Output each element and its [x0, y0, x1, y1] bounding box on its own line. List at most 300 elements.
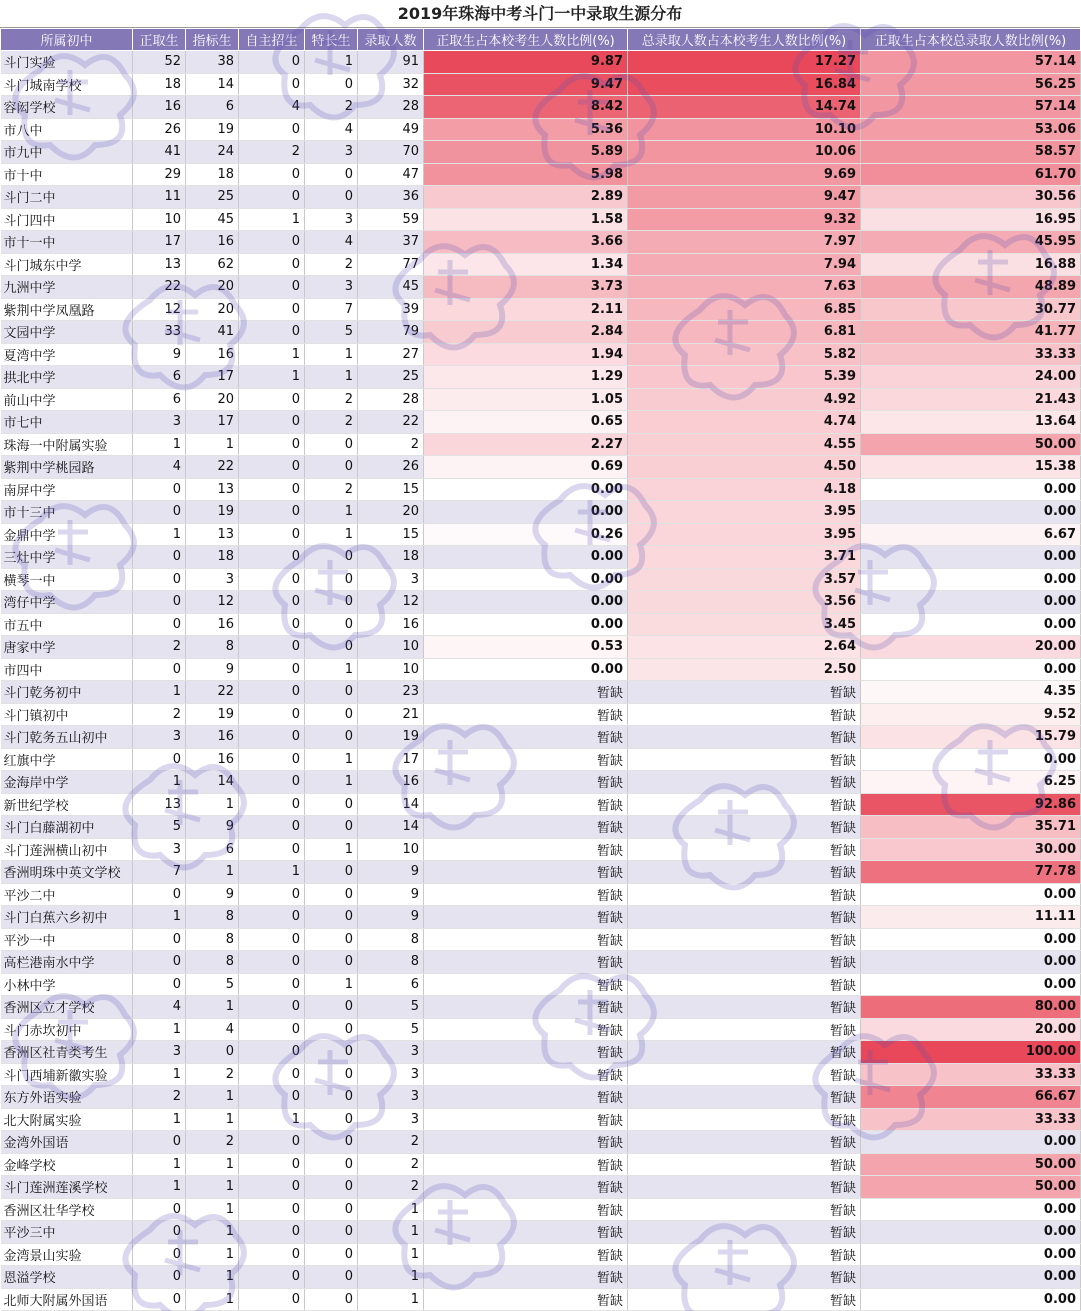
ratio-1-cell: 暂缺 [424, 1153, 628, 1176]
table-row [1, 613, 1081, 636]
table-row [1, 861, 1081, 884]
school-cell: 斗门赤坎初中 [1, 1018, 133, 1041]
zhengqu-cell: 16 [133, 96, 186, 119]
zhengqu-cell: 11 [133, 186, 186, 209]
zhibiao-cell: 38 [186, 51, 239, 74]
table-row [1, 748, 1081, 771]
ratio-1-cell: 暂缺 [424, 1108, 628, 1131]
ratio-2-cell: 7.94 [628, 253, 861, 276]
techang-cell: 0 [305, 1131, 358, 1154]
header-zizhu: 自主招生 [239, 29, 305, 51]
techang-cell: 0 [305, 568, 358, 591]
zhengqu-cell: 0 [133, 928, 186, 951]
techang-cell: 1 [305, 973, 358, 996]
ratio-2-cell: 暂缺 [628, 1288, 861, 1311]
luqu-cell: 16 [358, 771, 424, 794]
techang-cell: 0 [305, 1288, 358, 1311]
zhibiao-cell: 3 [186, 568, 239, 591]
ratio-3-cell: 0.00 [861, 1221, 1081, 1244]
zizhu-cell: 2 [239, 141, 305, 164]
luqu-cell: 15 [358, 523, 424, 546]
ratio-2-cell: 4.74 [628, 411, 861, 434]
zhibiao-cell: 2 [186, 1131, 239, 1154]
zhibiao-cell: 20 [186, 388, 239, 411]
luqu-cell: 1 [358, 1221, 424, 1244]
zhibiao-cell: 19 [186, 501, 239, 524]
zhibiao-cell: 14 [186, 771, 239, 794]
zhibiao-cell: 19 [186, 703, 239, 726]
techang-cell: 0 [305, 163, 358, 186]
ratio-1-cell: 暂缺 [424, 996, 628, 1019]
ratio-3-cell: 0.00 [861, 928, 1081, 951]
ratio-3-cell: 0.00 [861, 591, 1081, 614]
zizhu-cell: 0 [239, 478, 305, 501]
zhibiao-cell: 0 [186, 1041, 239, 1064]
luqu-cell: 14 [358, 793, 424, 816]
zhengqu-cell: 41 [133, 141, 186, 164]
ratio-3-cell: 6.67 [861, 523, 1081, 546]
luqu-cell: 32 [358, 73, 424, 96]
techang-cell: 7 [305, 298, 358, 321]
table-row [1, 366, 1081, 389]
techang-cell: 2 [305, 388, 358, 411]
techang-cell: 0 [305, 1198, 358, 1221]
luqu-cell: 1 [358, 1198, 424, 1221]
ratio-2-cell: 16.84 [628, 73, 861, 96]
school-cell: 市十三中 [1, 501, 133, 524]
ratio-2-cell: 暂缺 [628, 1176, 861, 1199]
techang-cell: 3 [305, 208, 358, 231]
luqu-cell: 1 [358, 1288, 424, 1311]
zhengqu-cell: 1 [133, 1108, 186, 1131]
ratio-2-cell: 暂缺 [628, 928, 861, 951]
ratio-3-cell: 20.00 [861, 1018, 1081, 1041]
zhengqu-cell: 6 [133, 388, 186, 411]
table-row [1, 1221, 1081, 1244]
luqu-cell: 3 [358, 1086, 424, 1109]
techang-cell: 0 [305, 906, 358, 929]
zhibiao-cell: 16 [186, 726, 239, 749]
zhengqu-cell: 2 [133, 703, 186, 726]
zhibiao-cell: 22 [186, 456, 239, 479]
zizhu-cell: 0 [239, 321, 305, 344]
zizhu-cell: 0 [239, 388, 305, 411]
school-cell: 新世纪学校 [1, 793, 133, 816]
zhengqu-cell: 13 [133, 793, 186, 816]
techang-cell: 0 [305, 726, 358, 749]
zizhu-cell: 0 [239, 298, 305, 321]
header-zhengqu: 正取生 [133, 29, 186, 51]
ratio-3-cell: 0.00 [861, 1288, 1081, 1311]
ratio-3-cell: 100.00 [861, 1041, 1081, 1064]
zhengqu-cell: 0 [133, 748, 186, 771]
zizhu-cell: 1 [239, 208, 305, 231]
luqu-cell: 25 [358, 366, 424, 389]
zizhu-cell: 0 [239, 816, 305, 839]
ratio-1-cell: 暂缺 [424, 1063, 628, 1086]
school-cell: 九洲中学 [1, 276, 133, 299]
zizhu-cell: 0 [239, 771, 305, 794]
luqu-cell: 79 [358, 321, 424, 344]
table-row [1, 343, 1081, 366]
techang-cell: 0 [305, 1086, 358, 1109]
zhengqu-cell: 0 [133, 883, 186, 906]
techang-cell: 0 [305, 883, 358, 906]
school-cell: 唐家中学 [1, 636, 133, 659]
luqu-cell: 21 [358, 703, 424, 726]
zhibiao-cell: 20 [186, 298, 239, 321]
ratio-2-cell: 暂缺 [628, 1086, 861, 1109]
ratio-1-cell: 暂缺 [424, 1266, 628, 1289]
school-cell: 斗门乾务初中 [1, 681, 133, 704]
zizhu-cell: 0 [239, 1018, 305, 1041]
school-cell: 横琴一中 [1, 568, 133, 591]
zhibiao-cell: 19 [186, 118, 239, 141]
techang-cell: 4 [305, 231, 358, 254]
ratio-1-cell: 0.00 [424, 658, 628, 681]
techang-cell: 1 [305, 771, 358, 794]
ratio-3-cell: 11.11 [861, 906, 1081, 929]
luqu-cell: 16 [358, 613, 424, 636]
zizhu-cell: 0 [239, 613, 305, 636]
ratio-2-cell: 14.74 [628, 96, 861, 119]
table-row [1, 51, 1081, 74]
ratio-3-cell: 33.33 [861, 1063, 1081, 1086]
ratio-2-cell: 10.06 [628, 141, 861, 164]
ratio-1-cell: 暂缺 [424, 771, 628, 794]
ratio-2-cell: 5.82 [628, 343, 861, 366]
luqu-cell: 18 [358, 546, 424, 569]
school-cell: 斗门莲洲横山初中 [1, 838, 133, 861]
school-cell: 红旗中学 [1, 748, 133, 771]
table-row [1, 433, 1081, 456]
luqu-cell: 12 [358, 591, 424, 614]
ratio-1-cell: 暂缺 [424, 726, 628, 749]
luqu-cell: 91 [358, 51, 424, 74]
ratio-2-cell: 3.57 [628, 568, 861, 591]
zhengqu-cell: 52 [133, 51, 186, 74]
zhibiao-cell: 17 [186, 366, 239, 389]
ratio-3-cell: 0.00 [861, 973, 1081, 996]
table-row [1, 658, 1081, 681]
zhibiao-cell: 8 [186, 928, 239, 951]
zhibiao-cell: 1 [186, 1288, 239, 1311]
table-row [1, 726, 1081, 749]
ratio-3-cell: 0.00 [861, 658, 1081, 681]
school-cell: 金湾外国语 [1, 1131, 133, 1154]
ratio-3-cell: 15.38 [861, 456, 1081, 479]
techang-cell: 0 [305, 996, 358, 1019]
ratio-2-cell: 4.18 [628, 478, 861, 501]
zizhu-cell: 0 [239, 1086, 305, 1109]
zizhu-cell: 0 [239, 838, 305, 861]
zhengqu-cell: 13 [133, 253, 186, 276]
table-row [1, 1131, 1081, 1154]
ratio-1-cell: 暂缺 [424, 861, 628, 884]
school-cell: 市十中 [1, 163, 133, 186]
ratio-2-cell: 3.56 [628, 591, 861, 614]
zizhu-cell: 1 [239, 861, 305, 884]
school-cell: 市四中 [1, 658, 133, 681]
luqu-cell: 2 [358, 1153, 424, 1176]
zhengqu-cell: 0 [133, 568, 186, 591]
zhengqu-cell: 0 [133, 658, 186, 681]
ratio-1-cell: 3.73 [424, 276, 628, 299]
zhibiao-cell: 8 [186, 906, 239, 929]
zizhu-cell: 0 [239, 433, 305, 456]
school-cell: 市五中 [1, 613, 133, 636]
zhengqu-cell: 33 [133, 321, 186, 344]
ratio-3-cell: 50.00 [861, 1153, 1081, 1176]
header-zhibiao: 指标生 [186, 29, 239, 51]
table-row [1, 928, 1081, 951]
table-row [1, 793, 1081, 816]
ratio-2-cell: 暂缺 [628, 996, 861, 1019]
ratio-2-cell: 17.27 [628, 51, 861, 74]
school-cell: 斗门城东中学 [1, 253, 133, 276]
luqu-cell: 2 [358, 1131, 424, 1154]
zhibiao-cell: 1 [186, 1086, 239, 1109]
techang-cell: 0 [305, 951, 358, 974]
zhibiao-cell: 24 [186, 141, 239, 164]
school-cell: 平沙三中 [1, 1221, 133, 1244]
ratio-3-cell: 9.52 [861, 703, 1081, 726]
ratio-1-cell: 暂缺 [424, 906, 628, 929]
ratio-1-cell: 2.89 [424, 186, 628, 209]
ratio-3-cell: 16.95 [861, 208, 1081, 231]
zhengqu-cell: 3 [133, 726, 186, 749]
luqu-cell: 10 [358, 636, 424, 659]
table-row [1, 388, 1081, 411]
school-cell: 高栏港南水中学 [1, 951, 133, 974]
zizhu-cell: 0 [239, 1243, 305, 1266]
ratio-1-cell: 1.34 [424, 253, 628, 276]
ratio-2-cell: 4.50 [628, 456, 861, 479]
table-row [1, 163, 1081, 186]
luqu-cell: 49 [358, 118, 424, 141]
zhibiao-cell: 16 [186, 343, 239, 366]
ratio-3-cell: 77.78 [861, 861, 1081, 884]
techang-cell: 0 [305, 1221, 358, 1244]
zizhu-cell: 0 [239, 951, 305, 974]
school-cell: 小林中学 [1, 973, 133, 996]
luqu-cell: 70 [358, 141, 424, 164]
table-row [1, 1176, 1081, 1199]
zizhu-cell: 0 [239, 973, 305, 996]
ratio-1-cell: 0.00 [424, 613, 628, 636]
table-row [1, 1243, 1081, 1266]
ratio-2-cell: 暂缺 [628, 816, 861, 839]
ratio-3-cell: 80.00 [861, 996, 1081, 1019]
zizhu-cell: 0 [239, 73, 305, 96]
luqu-cell: 27 [358, 343, 424, 366]
techang-cell: 0 [305, 1063, 358, 1086]
zizhu-cell: 0 [239, 726, 305, 749]
school-cell: 香洲区立才学校 [1, 996, 133, 1019]
table-row [1, 703, 1081, 726]
techang-cell: 5 [305, 321, 358, 344]
table-row [1, 141, 1081, 164]
school-cell: 市十一中 [1, 231, 133, 254]
zhibiao-cell: 5 [186, 973, 239, 996]
ratio-3-cell: 41.77 [861, 321, 1081, 344]
zhengqu-cell: 6 [133, 366, 186, 389]
school-cell: 珠海一中附属实验 [1, 433, 133, 456]
ratio-1-cell: 1.94 [424, 343, 628, 366]
techang-cell: 0 [305, 186, 358, 209]
zizhu-cell: 0 [239, 748, 305, 771]
ratio-1-cell: 2.84 [424, 321, 628, 344]
zhibiao-cell: 22 [186, 681, 239, 704]
ratio-1-cell: 暂缺 [424, 1176, 628, 1199]
ratio-3-cell: 30.77 [861, 298, 1081, 321]
table-row [1, 1018, 1081, 1041]
ratio-2-cell: 暂缺 [628, 1108, 861, 1131]
ratio-1-cell: 0.00 [424, 546, 628, 569]
ratio-2-cell: 暂缺 [628, 1131, 861, 1154]
ratio-3-cell: 0.00 [861, 501, 1081, 524]
techang-cell: 2 [305, 411, 358, 434]
table-row [1, 253, 1081, 276]
ratio-1-cell: 暂缺 [424, 1221, 628, 1244]
ratio-1-cell: 0.00 [424, 478, 628, 501]
ratio-1-cell: 5.98 [424, 163, 628, 186]
ratio-3-cell: 0.00 [861, 1243, 1081, 1266]
zhibiao-cell: 1 [186, 433, 239, 456]
school-cell: 前山中学 [1, 388, 133, 411]
table-row [1, 906, 1081, 929]
luqu-cell: 1 [358, 1243, 424, 1266]
ratio-1-cell: 9.47 [424, 73, 628, 96]
techang-cell: 1 [305, 366, 358, 389]
techang-cell: 2 [305, 478, 358, 501]
school-cell: 平沙一中 [1, 928, 133, 951]
zizhu-cell: 0 [239, 636, 305, 659]
header-row [1, 29, 1081, 51]
school-cell: 市七中 [1, 411, 133, 434]
zhengqu-cell: 1 [133, 1153, 186, 1176]
zizhu-cell: 0 [239, 681, 305, 704]
techang-cell: 0 [305, 1153, 358, 1176]
ratio-3-cell: 30.00 [861, 838, 1081, 861]
ratio-2-cell: 7.97 [628, 231, 861, 254]
zhibiao-cell: 25 [186, 186, 239, 209]
luqu-cell: 2 [358, 433, 424, 456]
school-cell: 东方外语实验 [1, 1086, 133, 1109]
techang-cell: 0 [305, 636, 358, 659]
ratio-2-cell: 5.39 [628, 366, 861, 389]
techang-cell: 0 [305, 1108, 358, 1131]
ratio-3-cell: 20.00 [861, 636, 1081, 659]
ratio-1-cell: 暂缺 [424, 928, 628, 951]
ratio-1-cell: 0.65 [424, 411, 628, 434]
zhengqu-cell: 0 [133, 951, 186, 974]
school-cell: 紫荆中学凤凰路 [1, 298, 133, 321]
luqu-cell: 28 [358, 96, 424, 119]
techang-cell: 0 [305, 591, 358, 614]
sheet-title: 2019年珠海中考斗门一中录取生源分布 [0, 0, 1080, 28]
ratio-3-cell: 35.71 [861, 816, 1081, 839]
zizhu-cell: 0 [239, 1266, 305, 1289]
table-row [1, 1266, 1081, 1289]
ratio-1-cell: 8.42 [424, 96, 628, 119]
luqu-cell: 6 [358, 973, 424, 996]
techang-cell: 0 [305, 793, 358, 816]
luqu-cell: 59 [358, 208, 424, 231]
zhibiao-cell: 18 [186, 546, 239, 569]
school-cell: 北师大附属外国语 [1, 1288, 133, 1311]
zhibiao-cell: 1 [186, 1266, 239, 1289]
techang-cell: 2 [305, 253, 358, 276]
school-cell: 市九中 [1, 141, 133, 164]
school-cell: 斗门二中 [1, 186, 133, 209]
zhibiao-cell: 9 [186, 816, 239, 839]
luqu-cell: 45 [358, 276, 424, 299]
zhengqu-cell: 7 [133, 861, 186, 884]
zhengqu-cell: 0 [133, 613, 186, 636]
school-cell: 斗门莲洲莲溪学校 [1, 1176, 133, 1199]
school-cell: 香洲明珠中英文学校 [1, 861, 133, 884]
ratio-2-cell: 4.55 [628, 433, 861, 456]
zizhu-cell: 0 [239, 658, 305, 681]
ratio-1-cell: 暂缺 [424, 1243, 628, 1266]
luqu-cell: 37 [358, 231, 424, 254]
techang-cell: 4 [305, 118, 358, 141]
zhengqu-cell: 0 [133, 1131, 186, 1154]
zhibiao-cell: 1 [186, 1243, 239, 1266]
techang-cell: 0 [305, 1243, 358, 1266]
luqu-cell: 3 [358, 1108, 424, 1131]
ratio-1-cell: 2.11 [424, 298, 628, 321]
techang-cell: 1 [305, 51, 358, 74]
header-ratio-2: 总录取人数占本校考生人数比例(%) [628, 29, 861, 51]
luqu-cell: 20 [358, 501, 424, 524]
zhengqu-cell: 1 [133, 771, 186, 794]
zizhu-cell: 0 [239, 1198, 305, 1221]
ratio-3-cell: 56.25 [861, 73, 1081, 96]
school-cell: 金湾景山实验 [1, 1243, 133, 1266]
luqu-cell: 23 [358, 681, 424, 704]
table-row [1, 1153, 1081, 1176]
ratio-2-cell: 暂缺 [628, 793, 861, 816]
zizhu-cell: 0 [239, 1153, 305, 1176]
zhengqu-cell: 0 [133, 1221, 186, 1244]
ratio-2-cell: 2.50 [628, 658, 861, 681]
techang-cell: 0 [305, 546, 358, 569]
techang-cell: 1 [305, 748, 358, 771]
ratio-3-cell: 92.86 [861, 793, 1081, 816]
table-row [1, 951, 1081, 974]
ratio-3-cell: 24.00 [861, 366, 1081, 389]
zizhu-cell: 0 [239, 1063, 305, 1086]
luqu-cell: 22 [358, 411, 424, 434]
zizhu-cell: 0 [239, 231, 305, 254]
table-row [1, 546, 1081, 569]
zhengqu-cell: 17 [133, 231, 186, 254]
luqu-cell: 2 [358, 1176, 424, 1199]
ratio-1-cell: 0.00 [424, 591, 628, 614]
ratio-2-cell: 暂缺 [628, 1018, 861, 1041]
zizhu-cell: 0 [239, 411, 305, 434]
techang-cell: 3 [305, 141, 358, 164]
techang-cell: 0 [305, 613, 358, 636]
table-row [1, 1063, 1081, 1086]
school-cell: 斗门城南学校 [1, 73, 133, 96]
school-cell: 湾仔中学 [1, 591, 133, 614]
luqu-cell: 5 [358, 1018, 424, 1041]
luqu-cell: 3 [358, 1041, 424, 1064]
zhengqu-cell: 0 [133, 1288, 186, 1311]
